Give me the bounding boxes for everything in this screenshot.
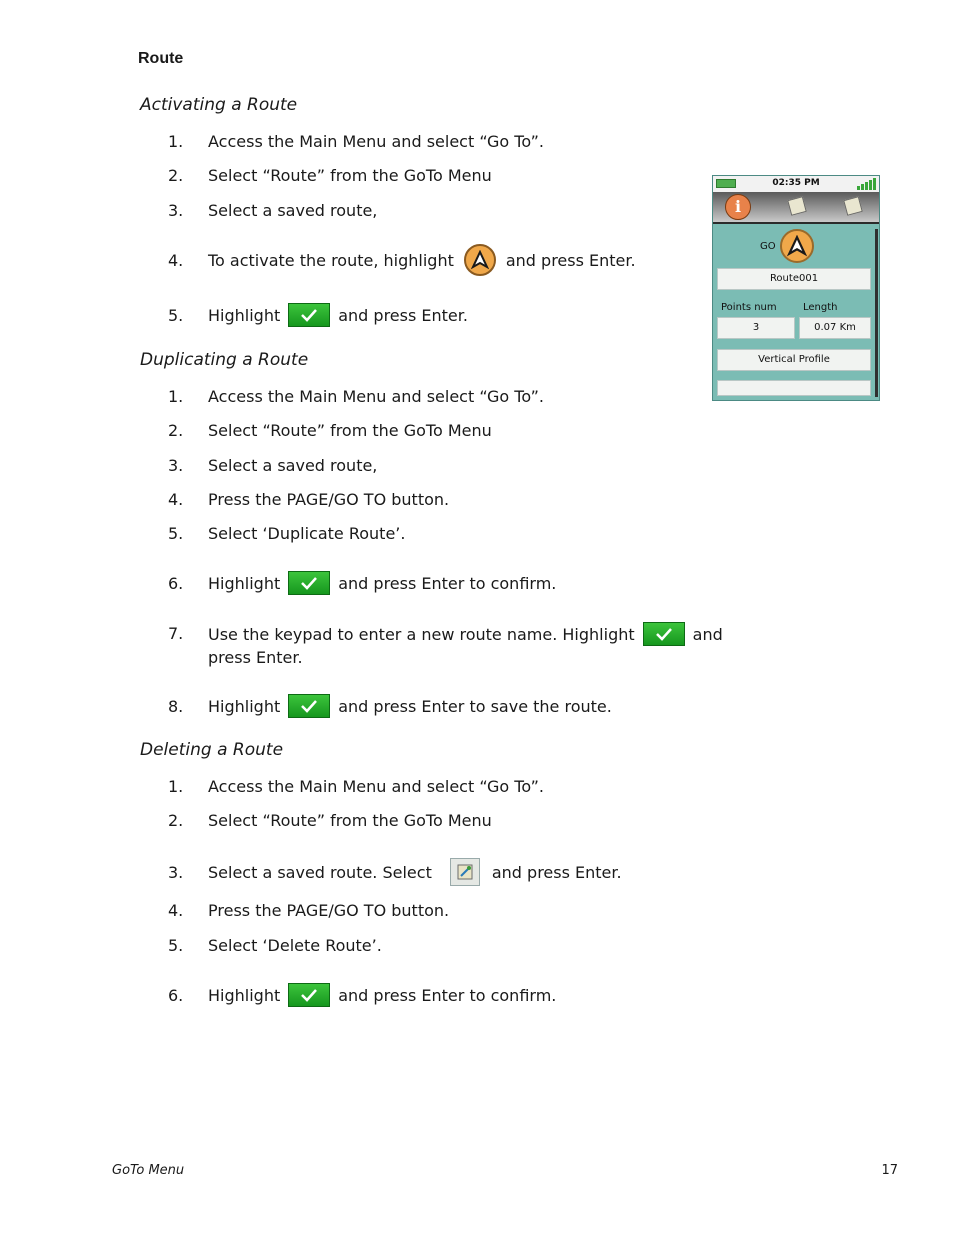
- empty-field: [717, 380, 871, 396]
- item-number: 1.: [168, 777, 184, 796]
- item-text: Select “Route” from the GoTo Menu: [208, 811, 492, 830]
- item-text: Select “Route” from the GoTo Menu: [208, 166, 492, 185]
- signal-icon: [857, 178, 876, 190]
- device-status-bar: [713, 176, 879, 192]
- length-value: 0.07 Km: [799, 317, 871, 339]
- item-text: Access the Main Menu and select “Go To”.: [208, 777, 544, 796]
- item-text: Access the Main Menu and select “Go To”.: [208, 387, 544, 406]
- item-text: Select a saved route,: [208, 456, 378, 475]
- item-text: Highlight: [208, 305, 281, 325]
- checkmark-icon: [288, 571, 330, 595]
- item-number: 8.: [168, 696, 184, 716]
- item-number: 2.: [168, 421, 184, 440]
- item-number: 6.: [168, 985, 184, 1005]
- item-text: Highlight: [208, 573, 281, 593]
- list-item: [168, 934, 708, 957]
- checkmark-icon: [288, 694, 330, 718]
- item-number: 4.: [168, 490, 184, 509]
- item-text: and press Enter to confirm.: [338, 573, 557, 593]
- go-arrow-icon: [464, 244, 496, 276]
- item-text: Press the PAGE/GO TO button.: [208, 901, 450, 920]
- list-item: [168, 164, 708, 187]
- item-text: Select a saved route. Select: [208, 862, 432, 882]
- points-value: 3: [717, 317, 795, 339]
- item-number: 1.: [168, 387, 184, 406]
- item-text: and press Enter.: [338, 305, 468, 325]
- item-text: Highlight: [208, 696, 281, 716]
- item-number: 3.: [168, 862, 184, 882]
- list-item: [168, 522, 708, 545]
- list-item: [168, 775, 708, 798]
- item-text: Select a saved route,: [208, 201, 378, 220]
- list-item: [168, 622, 723, 669]
- list-item: [168, 303, 708, 327]
- item-number: 7.: [168, 624, 184, 643]
- item-number: 2.: [168, 811, 184, 830]
- item-text: and: [692, 624, 723, 644]
- item-number: 1.: [168, 132, 184, 151]
- item-number: 5.: [168, 305, 184, 325]
- item-text: Use the keypad to enter a new route name. Highlight: [208, 624, 635, 644]
- go-arrow-icon[interactable]: [780, 229, 814, 263]
- item-text: and press Enter to confirm.: [338, 985, 557, 1005]
- list-item: [168, 809, 708, 832]
- list-item: [168, 244, 708, 276]
- item-text: press Enter.: [208, 648, 303, 667]
- list-item: [168, 130, 708, 153]
- route-edit-tab-icon[interactable]: [787, 196, 807, 216]
- item-text: Select ‘Duplicate Route’.: [208, 524, 406, 543]
- item-number: 5.: [168, 936, 184, 955]
- item-text: Select ‘Delete Route’.: [208, 936, 382, 955]
- go-label: GO: [760, 241, 776, 252]
- device-scrollbar[interactable]: [875, 229, 878, 397]
- vertical-profile-button[interactable]: Vertical Profile: [717, 349, 871, 371]
- list-item: [168, 857, 708, 887]
- item-number: 4.: [168, 250, 184, 270]
- checkmark-icon: [288, 303, 330, 327]
- checkmark-icon: [288, 983, 330, 1007]
- route-name-field[interactable]: Route001: [717, 268, 871, 290]
- item-number: 5.: [168, 524, 184, 543]
- device-screenshot: [712, 175, 880, 401]
- item-text: Highlight: [208, 985, 281, 1005]
- item-text: To activate the route, highlight: [208, 250, 454, 270]
- item-number: 6.: [168, 573, 184, 593]
- item-text: and press Enter.: [491, 862, 622, 882]
- edit-route-icon: [450, 858, 480, 886]
- list-item: [168, 694, 708, 718]
- route-list-tab-icon[interactable]: [843, 196, 863, 216]
- subheading-activating: Activating a Route: [140, 95, 298, 115]
- item-text: Select “Route” from the GoTo Menu: [208, 421, 492, 440]
- item-number: 3.: [168, 201, 184, 220]
- item-number: 3.: [168, 456, 184, 475]
- list-item: [168, 899, 708, 922]
- list-item: [168, 454, 708, 477]
- list-item: [168, 385, 708, 408]
- points-label: Points num: [721, 302, 777, 313]
- item-text: Access the Main Menu and select “Go To”.: [208, 132, 544, 151]
- item-text: Press the PAGE/GO TO button.: [208, 490, 450, 509]
- item-text: and press Enter to save the route.: [338, 696, 612, 716]
- section-heading: Route: [138, 50, 184, 67]
- item-text: and press Enter.: [505, 250, 636, 270]
- list-item: [168, 983, 708, 1007]
- item-number: 4.: [168, 901, 184, 920]
- subheading-duplicating: Duplicating a Route: [140, 350, 309, 370]
- info-tab-icon[interactable]: i: [725, 194, 751, 220]
- page-number: 17: [881, 1163, 898, 1178]
- length-label: Length: [803, 302, 838, 313]
- subheading-deleting: Deleting a Route: [140, 740, 284, 760]
- list-item: [168, 488, 708, 511]
- device-tab-bar: [713, 192, 879, 224]
- list-item: [168, 571, 708, 595]
- checkmark-icon: [643, 622, 685, 646]
- item-number: 2.: [168, 166, 184, 185]
- list-item: [168, 419, 708, 442]
- footer-section-name: GoTo Menu: [112, 1163, 185, 1178]
- list-item: [168, 199, 708, 222]
- device-time: 02:35 PM: [772, 178, 820, 188]
